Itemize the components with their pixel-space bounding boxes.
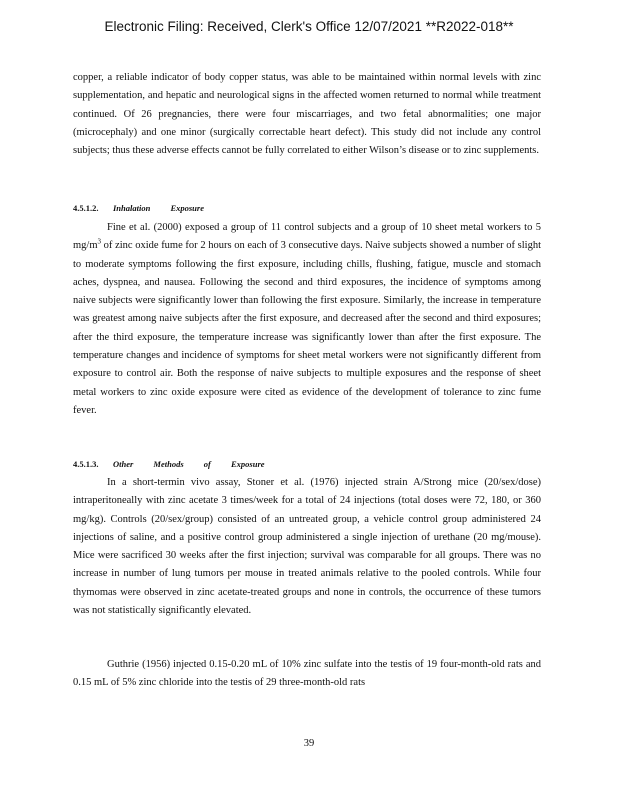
superscript-3: 3 [97,237,102,246]
section-number: 4.5.1.3. [73,459,99,469]
page-number: 39 [303,738,315,749]
inhalation-text-b: of zinc oxide fume for 2 hours on each of 3 consecutive days. Naive subjects showed a number of slight to moderate symptoms following the first exposure, including chills, flushing, fatigue, muscle and stomach aches, dyspnea, and nausea. Following the second and third exposures, the incidence of symptoms among naive subjects were significantly lower than following the first exposure. Similarly, the increase in temperature was greatest among naive subjects after the first exposure, and decreased after the second and third exposures; after the third exposure, the temperature increase was significantly lower than after the first exposure. The temperature changes and incidence of symptoms for sheet metal workers were not significantly different from exposure to control air. Both the response of naive subjects to multiple exposures and the response of sheet metal workers to zinc oxide exposure were cited as evidence of the development of tolerance to zinc fume fever. [73,240,541,416]
section-heading-inhalation [73,203,204,213]
section-number: 4.5.1.2. [73,203,99,213]
section-heading-other-methods [73,459,265,469]
other-methods-paragraph: In a short-termin vivo assay, Stoner et al. (1976) injected strain A/Strong mice (20/sex/dose) intraperitoneally with zinc acetate 3 times/week for a total of 24 injections (total doses were 72, 180, or 360 mg/kg). Controls (20/sex/group) consisted of an untreated group, a vehicle control group administered 24 injections of saline, and a positive control group administered a single injection of urethane (20 mg/mouse). Mice were sacrificed 30 weeks after the first injection; survival was comparable for all groups. There was no increase in number of lung tumors per mouse in treated animals relative to the pooled controls. While four thymomas were observed in zinc acetate-treated groups and none in controls, the occurrence of these tumors was not statistically significantly elevated. [73,477,541,617]
filing-header: Electronic Filing: Received, Clerk's Office 12/07/2021 **R2022-018** [104,19,514,34]
inhalation-paragraph [73,219,541,420]
section-title: Inhalation Exposure [113,203,204,213]
intro-paragraph: copper, a reliable indicator of body copper status, was able to be maintained within normal levels with zinc supplementation, and hepatic and neurological signs in the affected women returned to normal while treatment continued. Of 26 pregnancies, there were four miscarriages, and two fetal abnormalities; one major (microcephaly) and one minor (surgically correctable heart defect). This study did not include any control subjects; thus these adverse effects cannot be fully correlated to either Wilson’s disease or to zinc supplements. [73,72,541,157]
guthrie-paragraph: Guthrie (1956) injected 0.15-0.20 mL of 10% zinc sulfate into the testis of 19 four-month-old rats and 0.15 mL of 5% zinc chloride into the testis of 29 three-month-old rats [73,659,541,689]
section-title: Other Methods of Exposure [113,459,265,469]
inhalation-text-a: Fine et al. (2000) exposed a group of 11 control subjects and a group of 10 sheet metal workers to 5 mg/m [73,222,541,252]
